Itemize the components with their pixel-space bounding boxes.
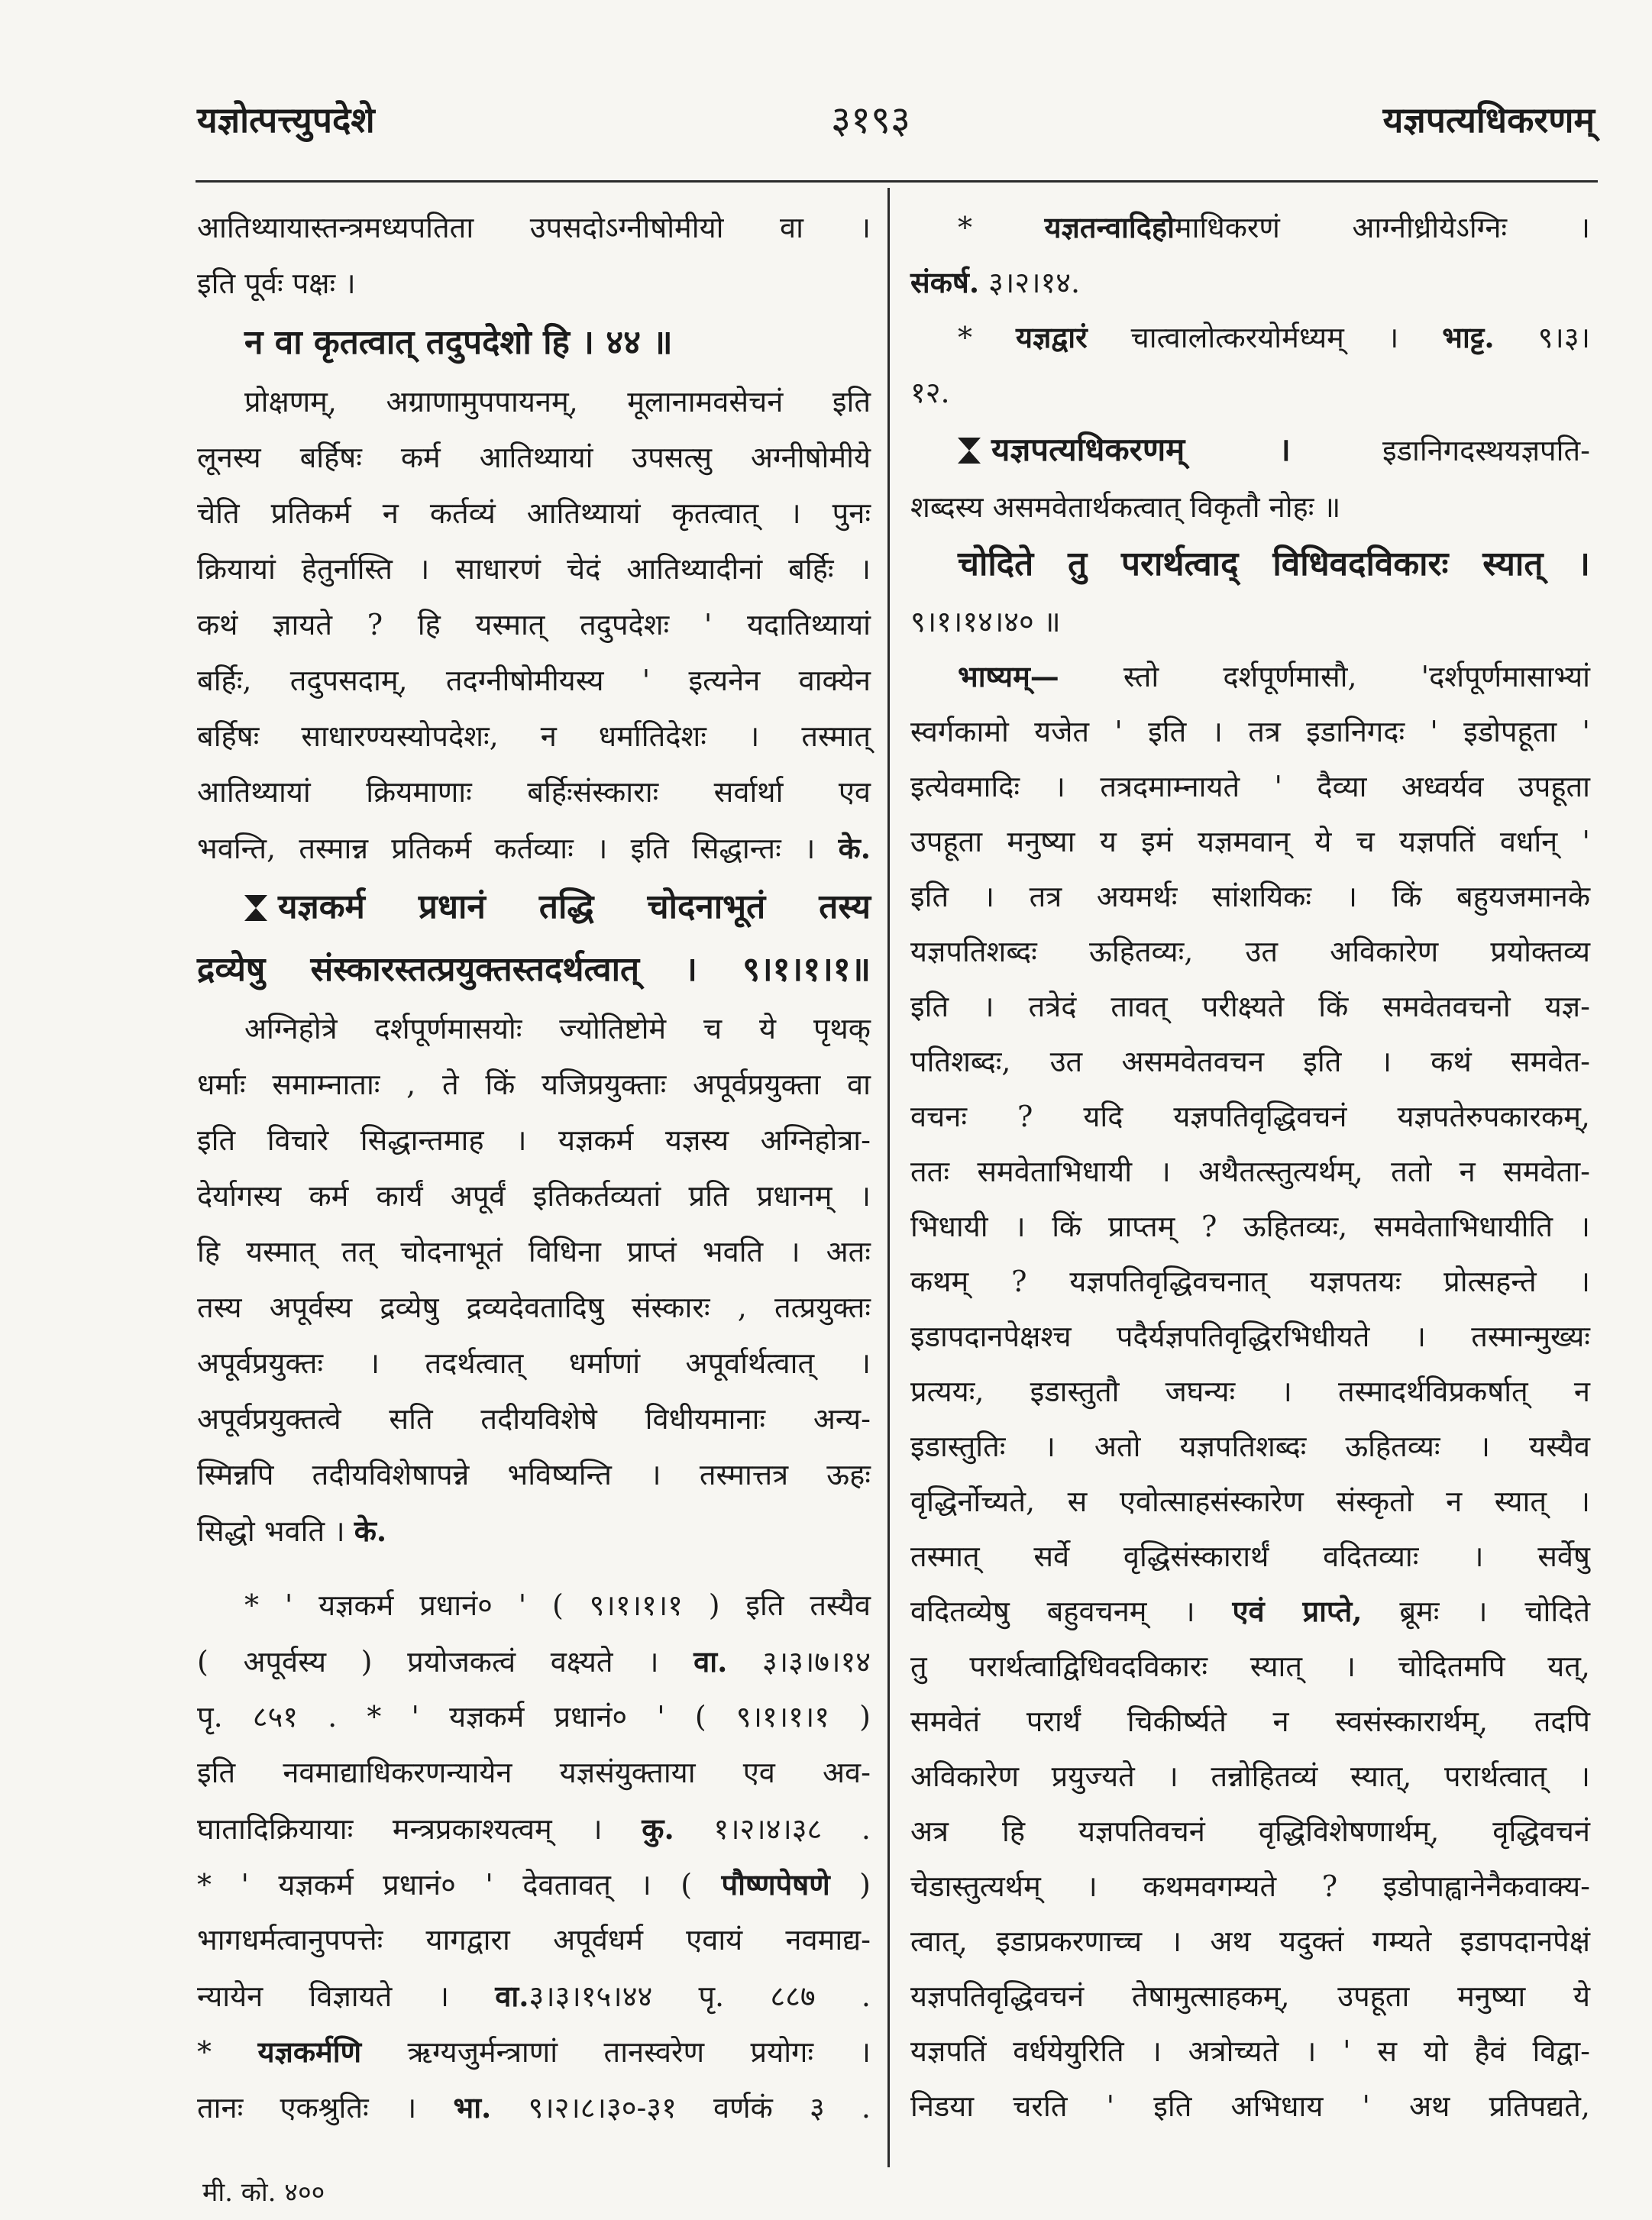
text-line <box>910 365 1590 420</box>
text-line <box>197 1856 871 1912</box>
line-content <box>910 979 1590 1034</box>
text-line <box>197 1968 871 2024</box>
text-segment: लूनस्य बर्हिषः कर्म आतिथ्यायां उपसत्सु अग्नीषोमीये <box>197 441 871 474</box>
text-segment: यज्ञपतिवृद्धिवचनं तेषामुत्साहकम्, उपहूता मनुष्या ये <box>910 1979 1590 2013</box>
line-content <box>197 1856 871 1913</box>
text-line <box>197 200 871 256</box>
text-line <box>197 1336 871 1391</box>
text-line <box>197 2024 871 2079</box>
line-content <box>958 535 1590 594</box>
text-line <box>197 1912 871 1968</box>
text-segment: भागधर्मत्वानुपपत्तेः यागद्वारा अपूर्वधर्म एवायं नवमाद्य- <box>197 1923 871 1957</box>
text-segment: * <box>958 211 1045 244</box>
bold-text-segment: यज्ञकर्मणि <box>257 2034 362 2069</box>
line-content <box>958 310 1590 365</box>
text-segment: कथम् ? यज्ञपतिवृद्धिवचनात् यज्ञपतयः प्रोत्सहन्ते । <box>910 1265 1590 1298</box>
right-column <box>910 200 1590 2134</box>
bold-text-segment: न वा कृतत्वात् तदुपदेशो हि । ४४ ॥ <box>244 323 673 362</box>
section-mark-icon <box>958 438 981 464</box>
section-heading-line <box>197 312 871 374</box>
text-segment: ३।३।७।१४ <box>727 1645 871 1679</box>
line-content <box>244 876 871 939</box>
text-segment: * <box>197 2035 258 2069</box>
text-line <box>910 1584 1590 1639</box>
text-segment: * ' यज्ञकर्म प्रधानं० ' ( ९।१।१।१ ) इति तस्यैव <box>244 1588 871 1622</box>
text-line <box>910 1034 1590 1089</box>
line-content <box>910 1694 1590 1749</box>
line-content <box>197 486 871 541</box>
line-content <box>197 2079 871 2136</box>
text-segment: बर्हिः, तदुपसदाम्, तदग्नीषोमीयस्य ' इत्यनेन वाक्येन <box>197 664 871 697</box>
line-content <box>197 1968 871 2024</box>
line-content <box>910 480 1340 535</box>
line-content <box>244 374 871 430</box>
bold-text-segment: यज्ञद्वारं <box>1016 320 1088 354</box>
line-content <box>910 704 1590 759</box>
text-segment: अपूर्वप्रयुक्तः । तदर्थत्वात् धर्माणां अपूर्वार्थत्वात् । <box>197 1346 871 1380</box>
text-segment: शब्दस्य असमवेतार्थकत्वात् विकृतौ नोहः ॥ <box>910 490 1341 524</box>
text-line <box>910 255 1590 310</box>
text-segment: इति पूर्वः पक्षः । <box>197 267 356 300</box>
line-content <box>958 649 1590 704</box>
bold-text-segment: भाष्यम्— <box>958 659 1059 693</box>
text-segment: स्वर्गकामो यजेत ' इति । तत्र इडानिगदः ' इडोपहूता ' <box>910 715 1590 748</box>
line-content <box>910 814 1590 869</box>
line-content <box>197 200 871 256</box>
text-line <box>197 653 871 709</box>
text-line <box>197 486 871 541</box>
text-segment: अग्निहोत्रे दर्शपूर्णमासयोः ज्योतिष्टोमे च ये पृथक् <box>244 1012 871 1045</box>
line-content <box>910 2024 1590 2079</box>
line-content <box>197 653 871 709</box>
line-content <box>910 1749 1590 1804</box>
text-segment: देर्यागस्य कर्म कार्यं अपूर्वं इतिकर्तव्यतां प्रति प्रधानम् । <box>197 1179 871 1213</box>
bold-text-segment: यज्ञतन्वादिहो <box>1044 210 1175 244</box>
text-line <box>197 256 871 312</box>
bold-text-segment: यज्ञपत्यधिकरणम् । <box>991 431 1291 468</box>
text-segment: माधिकरणं आग्नीध्रीयेऽग्निः । <box>1174 211 1590 244</box>
text-line <box>910 2079 1590 2134</box>
text-line <box>910 1749 1590 1804</box>
line-content <box>197 1745 871 1801</box>
line-content <box>197 709 871 764</box>
text-segment: तस्य अपूर्वस्य द्रव्येषु द्रव्यदेवतादिषु संस्कारः , तत्प्रयुक्तः <box>197 1291 871 1324</box>
text-segment: सिद्धो भवति । <box>197 1514 354 1548</box>
text-segment: न्यायेन विज्ञायते । <box>197 1979 496 2013</box>
line-content <box>197 939 871 1001</box>
line-content <box>197 541 871 597</box>
text-segment: चेति प्रतिकर्म न कर्तव्यं आतिथ्यायां कृतत्वात् । पुनः <box>197 496 871 530</box>
text-line <box>910 480 1590 535</box>
text-line <box>910 310 1590 365</box>
text-line <box>197 1001 871 1057</box>
text-line <box>910 1914 1590 1969</box>
text-line <box>910 814 1590 869</box>
bold-text-segment: के. <box>838 831 871 865</box>
text-line <box>197 1745 871 1801</box>
section-heading-line <box>197 939 871 1001</box>
text-segment: निडया चरति ' इति अभिधाय ' अथ प्रतिपद्यते, <box>910 2089 1590 2123</box>
text-segment: भिधायी । किं प्राप्तम् ? ऊहितव्यः, समवेताभिधायीति । <box>910 1210 1590 1243</box>
text-segment: चेडास्तुत्यर्थम् । कथमवगम्यते ? इडोपाह्वानेनैकवाक्य- <box>910 1869 1590 1903</box>
text-line <box>910 704 1590 759</box>
running-header-right: यज्ञपत्यधिकरणम् <box>1382 99 1595 141</box>
text-line <box>910 1144 1590 1199</box>
text-segment: १।२।४।३८ . <box>674 1812 871 1846</box>
line-content <box>197 1168 871 1224</box>
text-segment: समवेतं परार्थं चिकीर्ष्यते न स्वसंस्कारार्थम्, तदपि <box>910 1705 1590 1738</box>
line-content <box>910 1639 1590 1694</box>
line-content <box>910 759 1590 814</box>
line-content <box>197 1113 871 1168</box>
text-line <box>910 1529 1590 1584</box>
bold-text-segment: एवं प्राप्ते, <box>1232 1594 1363 1628</box>
text-segment: ९।१।१४।४० ॥ <box>910 605 1061 638</box>
bold-text-segment: संकर्ष. <box>910 265 980 299</box>
line-content <box>244 1001 871 1057</box>
line-content <box>197 256 356 312</box>
bold-text-segment: वा. <box>693 1644 728 1679</box>
line-content <box>910 1914 1590 1969</box>
text-segment: चात्वालोत्करयोर्मध्यम् । <box>1087 321 1443 354</box>
text-segment: * ' यज्ञकर्म प्रधानं० ' देवतावत् । ( <box>197 1868 722 1902</box>
bold-text-segment: कु. <box>642 1811 674 1846</box>
bold-text-segment: भाट्ट. <box>1442 320 1495 354</box>
line-content <box>910 1034 1590 1089</box>
section-heading-line <box>197 876 871 939</box>
line-content <box>958 200 1590 255</box>
text-line <box>197 1057 871 1113</box>
text-segment: पृ. ८५१ . * ' यज्ञकर्म प्रधानं० ' ( ९।१।१।१ ) <box>197 1700 871 1734</box>
text-segment: इडानिगदस्थयज्ञपति- <box>1290 434 1590 467</box>
text-line <box>910 649 1590 704</box>
line-content <box>197 1633 871 1690</box>
line-content <box>197 1689 871 1745</box>
text-line <box>910 1694 1590 1749</box>
text-segment: ९।२।८।३०-३१ वर्णकं ३ . <box>491 2091 871 2125</box>
line-content <box>197 1391 871 1447</box>
text-segment: अत्र हि यज्ञपतिवचनं वृद्धिविशेषणार्थम्, वृद्धिवचनं <box>910 1814 1590 1848</box>
text-segment: धर्माः समाम्नाताः , ते किं यजिप्रयुक्ताः अपूर्वप्रयुक्ता वा <box>197 1068 871 1101</box>
bold-text-segment: यज्ञकर्म प्रधानं तद्धि चोदनाभूतं तस्य <box>278 887 871 926</box>
text-segment: कथं ज्ञायते ? हि यस्मात् तदुपदेशः ' यदातिथ्यायां <box>197 608 871 641</box>
text-segment: आतिथ्यायास्तन्त्रमध्यपतिता उपसदोऽग्नीषोमीयो वा । <box>197 211 871 244</box>
text-line <box>910 1419 1590 1474</box>
text-segment: क्रियायां हेतुर्नास्ति । साधारणं चेदं आतिथ्यादीनां बर्हिः । <box>197 552 871 586</box>
text-line <box>197 709 871 764</box>
line-content <box>910 365 950 420</box>
text-segment: अविकारेण प्रयुज्यते । तन्नोहितव्यं स्यात्, परार्थत्वात् । <box>910 1760 1590 1793</box>
text-segment: पतिशब्दः, उत असमवेतवचन इति । कथं समवेत- <box>910 1045 1590 1078</box>
bold-text-segment: वा. <box>495 1979 529 2013</box>
text-line <box>197 1168 871 1224</box>
text-segment: स्मिन्नपि तदीयविशेषापन्ने भविष्यन्ति । तस्मात्तत्र ऊहः <box>197 1458 871 1491</box>
line-content <box>197 1801 871 1857</box>
line-content <box>197 764 871 820</box>
text-line <box>197 374 871 430</box>
text-segment: आतिथ्यायां क्रियमाणाः बर्हिःसंस्काराः सर्वार्था एव <box>197 775 871 809</box>
text-segment: यज्ञपतिं वर्धयेयुरिति । अत्रोच्यते । ' स यो हैवं विद्वा- <box>910 2034 1590 2068</box>
text-segment: वचनः ? यदि यज्ञपतिवृद्धिवचनं यज्ञपतेरुपकारकम्, <box>910 1100 1590 1133</box>
text-line <box>910 1254 1590 1309</box>
line-content <box>910 1364 1590 1419</box>
text-segment: इति विचारे सिद्धान्तमाह । यज्ञकर्म यज्ञस्य अग्निहोत्रा- <box>197 1123 871 1157</box>
text-segment: उपहूता मनुष्या य इमं यज्ञमवान् ये च यज्ञपतिं वर्धान् ' <box>910 825 1590 858</box>
line-content <box>910 594 1061 649</box>
line-content <box>910 1804 1590 1859</box>
line-content <box>910 924 1590 979</box>
text-segment: ९।३। <box>1494 321 1590 354</box>
text-line <box>197 2079 871 2135</box>
text-segment: स्तो दर्शपूर्णमासौ, 'दर्शपूर्णमासाभ्यां <box>1059 660 1590 693</box>
header-rule <box>196 180 1598 183</box>
line-content <box>910 1199 1590 1254</box>
text-line <box>197 1391 871 1447</box>
text-segment: इडास्तुतिः । अतो यज्ञपतिशब्दः ऊहितव्यः । यस्यैव <box>910 1430 1590 1463</box>
text-segment: त्वात्, इडाप्रकरणाच्च । अथ यदुक्तं गम्यते इडापदानपेक्षं <box>910 1924 1590 1958</box>
text-segment: ब्रूमः । चोदिते <box>1362 1595 1590 1628</box>
section-heading-line <box>910 535 1590 594</box>
line-content <box>910 255 1080 310</box>
text-line <box>910 1639 1590 1694</box>
line-content <box>244 1578 871 1633</box>
text-line <box>197 430 871 486</box>
text-segment: १२. <box>910 376 950 409</box>
text-segment: इडापदानपेक्षश्च पदैर्यज्ञपतिवृद्धिरभिधीयते । तस्मान्मुख्यः <box>910 1320 1590 1353</box>
text-segment: ) <box>829 1868 871 1902</box>
text-line <box>910 1199 1590 1254</box>
line-content <box>197 1224 871 1280</box>
line-content <box>910 1089 1590 1144</box>
text-segment: ( अपूर्वस्य ) प्रयोजकत्वं वक्ष्यते । <box>197 1645 694 1679</box>
text-line <box>910 759 1590 814</box>
left-column <box>197 200 871 2135</box>
text-segment: वदितव्येषु बहुवचनम् । <box>910 1595 1233 1628</box>
bold-text-segment: के. <box>354 1514 387 1548</box>
text-line <box>910 1364 1590 1419</box>
text-line <box>197 1447 871 1503</box>
text-segment: ३।३।१५।४४ पृ. ८८७ . <box>529 1979 871 2013</box>
bold-text-segment: द्रव्येषु संस्कारस्तत्प्रयुक्तस्तदर्थत्वात् । ९।१।१।१॥ <box>197 950 871 989</box>
text-line <box>197 820 871 876</box>
line-content <box>910 1529 1590 1584</box>
text-segment: इत्येवमादिः । तत्रदमाम्नायते ' दैव्या अध्वर्यव उपहूता <box>910 770 1590 803</box>
text-segment: तानः एकश्रुतिः । <box>197 2091 454 2125</box>
running-header-left: यज्ञोत्पत्त्युपदेशे <box>197 99 375 141</box>
text-segment: भवन्ति, तस्मान्न प्रतिकर्म कर्तव्याः । इति सिद्धान्तः । <box>197 832 839 865</box>
line-content <box>910 1859 1590 1914</box>
text-segment: ऋग्यजुर्मन्त्राणां तानस्वरेण प्रयोगः । <box>361 2035 871 2069</box>
text-segment: बर्हिषः साधारण्यस्योपदेशः, न धर्मातिदेशः । तस्मात् <box>197 719 871 753</box>
text-line <box>197 1801 871 1856</box>
line-content <box>910 1584 1590 1639</box>
line-content <box>910 2079 1590 2134</box>
text-line <box>910 1969 1590 2024</box>
text-line <box>910 979 1590 1034</box>
line-content <box>197 597 871 653</box>
text-segment: घातादिक्रियायाः मन्त्रप्रकाश्यत्वम् । <box>197 1812 642 1846</box>
text-segment: यज्ञपतिशब्दः ऊहितव्यः, उत अविकारेण प्रयोक्तव्य <box>910 935 1590 968</box>
text-line <box>197 1280 871 1336</box>
bold-text-segment: भा. <box>453 2090 492 2125</box>
text-line <box>910 924 1590 979</box>
text-line <box>910 1309 1590 1364</box>
text-line <box>910 2024 1590 2079</box>
text-segment: इति । तत्रेदं तावत् परीक्ष्यते किं समवेतवचनो यज्ञ- <box>910 990 1590 1023</box>
line-content <box>244 312 673 374</box>
text-segment: * <box>958 321 1016 354</box>
line-content <box>197 1503 386 1559</box>
bold-text-segment: चोदिते तु परार्थत्वाद् विधिवदविकारः स्यात् । <box>958 544 1590 583</box>
text-segment: इति नवमाद्याधिकरणन्यायेन यज्ञसंयुक्ताया एव अव- <box>197 1756 871 1789</box>
line-content <box>910 869 1590 924</box>
line-content <box>197 1912 871 1968</box>
text-line <box>197 1689 871 1745</box>
text-line <box>197 764 871 820</box>
line-content <box>910 1144 1590 1199</box>
text-line <box>910 1804 1590 1859</box>
line-content <box>197 1057 871 1113</box>
text-line <box>197 1224 871 1280</box>
column-divider <box>887 188 890 2167</box>
text-segment: इति । तत्र अयमर्थः सांशयिकः । किं बहुयजमानके <box>910 880 1590 913</box>
text-line <box>910 869 1590 924</box>
text-line <box>910 200 1590 255</box>
section-title-line <box>910 420 1590 480</box>
line-content <box>910 1969 1590 2024</box>
page-number: ३१९३ <box>831 98 910 142</box>
text-segment: तु परार्थत्वाद्विधिवदविकारः स्यात् । चोदितमपि यत्, <box>910 1650 1590 1683</box>
text-segment: तस्मात् सर्वे वृद्धिसंस्कारार्थं वदितव्याः । सर्वेषु <box>910 1540 1590 1573</box>
text-line <box>910 594 1590 649</box>
text-segment: प्रोक्षणम्, अग्राणामुपपायनम्, मूलानामवसेचनं इति <box>244 385 871 418</box>
text-line <box>910 1859 1590 1914</box>
text-segment: ३।२।१४. <box>979 266 1081 299</box>
line-content <box>197 1336 871 1391</box>
bold-text-segment: पौष्णपेषणे <box>721 1867 830 1902</box>
text-line <box>197 1578 871 1633</box>
line-content <box>958 420 1590 480</box>
text-line <box>197 541 871 597</box>
line-content <box>910 1309 1590 1364</box>
text-segment: ततः समवेताभिधायी । अथैतत्स्तुत्यर्थम्, ततो न समवेता- <box>910 1155 1590 1188</box>
text-segment: हि यस्मात् तत् चोदनाभूतं विधिना प्राप्तं भवति । अतः <box>197 1235 871 1268</box>
text-line <box>197 1113 871 1168</box>
line-content <box>910 1474 1590 1529</box>
text-line <box>197 1503 871 1559</box>
text-segment: वृद्धिर्नोच्यते, स एवोत्साहसंस्कारेण संस्कृतो न स्यात् । <box>910 1485 1590 1518</box>
line-content <box>910 1419 1590 1474</box>
text-line <box>910 1089 1590 1144</box>
line-content <box>197 430 871 486</box>
footer-signature-mark: मी. को. ४०० <box>202 2177 325 2208</box>
text-segment: प्रत्ययः, इडास्तुतौ जघन्यः । तस्मादर्थविप्रकर्षात् न <box>910 1375 1590 1408</box>
text-segment: अपूर्वप्रयुक्तत्वे सति तदीयविशेषे विधीयमानाः अन्य- <box>197 1402 871 1436</box>
text-line <box>197 1633 871 1689</box>
line-content <box>197 1280 871 1336</box>
line-content <box>197 1447 871 1503</box>
section-mark-icon <box>244 895 267 921</box>
line-content <box>197 820 871 877</box>
line-content <box>910 1254 1590 1309</box>
text-line <box>910 1474 1590 1529</box>
line-content <box>197 2024 871 2080</box>
text-line <box>197 597 871 653</box>
